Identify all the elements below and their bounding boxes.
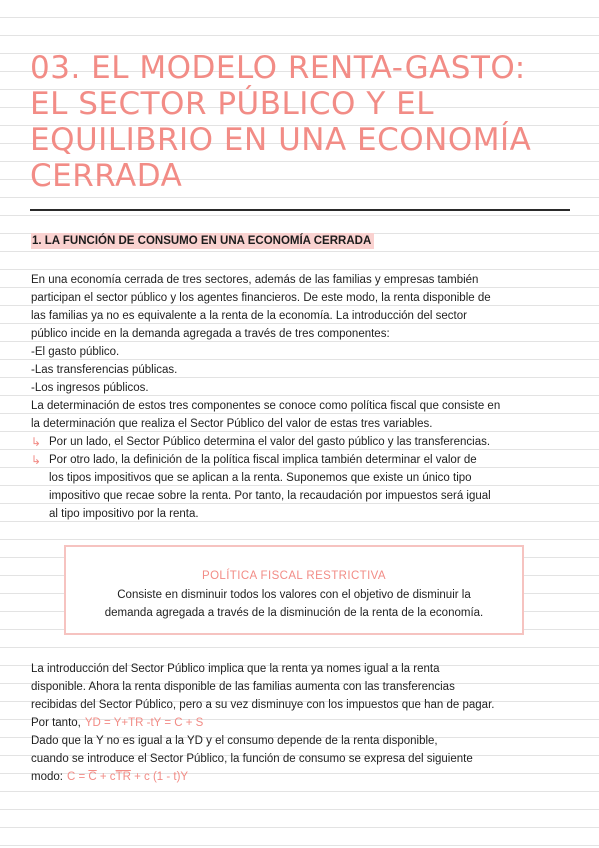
formula-part: $\overline{TR}$ <box>115 771 131 783</box>
body-line: impositivo que recae sobre la renta. Por tanto, la recaudación por impuestos será igual <box>49 490 491 502</box>
body-line: La determinación de estos tres componentes se conoce como política fiscal que consiste en <box>31 400 501 412</box>
body-line: cuando se introduce el Sector Público, la función de consumo se expresa del siguiente <box>31 753 473 765</box>
body-line: participan el sector público y los agentes financieros. De este modo, la renta disponible de <box>31 292 491 304</box>
formula-line <box>31 714 571 732</box>
arrow-return-icon: ↳ <box>31 435 42 449</box>
title-line: EQUILIBRIO EN UNA ECONOMÍA <box>30 122 532 158</box>
body-line: Por un lado, el Sector Público determina el valor del gasto público y las transferencias. <box>49 436 491 448</box>
body-line: los tipos impositivos que se aplican a la renta. Suponemos que existe un único tipo <box>49 472 472 484</box>
consumption-function-formula <box>63 771 188 783</box>
formula-part: C = <box>66 771 89 783</box>
title-line: CERRADA <box>30 158 183 194</box>
body-line: las familias ya no es equivalente a la renta de la economía. La introducción del sector <box>31 310 467 322</box>
body-line: recibidas del Sector Público, pero a su vez disminuye con los impuestos que han de pagar. <box>31 699 495 711</box>
body-line: al tipo impositivo por la renta. <box>49 508 199 520</box>
formula-line <box>31 768 571 786</box>
intro-section <box>31 271 571 523</box>
list-item: -El gasto público. <box>31 346 120 358</box>
disposable-income-formula: YD = Y+TR -tY = C + S <box>84 717 204 729</box>
title-line: 03. EL MODELO RENTA-GASTO: <box>30 50 526 86</box>
definition-line: Consiste en disminuir todos los valores con el objetivo de disminuir la <box>117 589 471 601</box>
body-line: disponible. Ahora la renta disponible de las familias aumenta con las transferencias <box>31 681 455 693</box>
final-section <box>31 660 571 786</box>
definition-box <box>64 545 524 635</box>
definition-body <box>74 586 514 622</box>
definition-line: demanda agregada a través de la disminución de la renta de la economía. <box>104 607 484 619</box>
formula-prefix: Por tanto, <box>31 717 81 729</box>
formula-part: $\overline{C}$ <box>88 771 97 783</box>
definition-title: POLÍTICA FISCAL RESTRICTIVA <box>202 570 386 582</box>
body-line: En una economía cerrada de tres sectores, además de las familias y empresas también <box>31 274 479 286</box>
document-title <box>30 50 590 194</box>
body-line: Dado que la Y no es igual a la YD y el consumo depende de la renta disponible, <box>31 735 438 747</box>
list-item: -Las transferencias públicas. <box>31 364 178 376</box>
formula-prefix: modo: <box>31 771 63 783</box>
formula-part: + c <box>96 771 116 783</box>
arrow-list-item <box>31 451 571 523</box>
body-line: Por otro lado, la definición de la política fiscal implica también determinar el valor de <box>49 454 477 466</box>
body-line: público incide en la demanda agregada a través de tres componentes: <box>31 328 390 340</box>
title-divider <box>30 209 570 211</box>
arrow-return-icon: ↳ <box>31 453 42 467</box>
arrow-list-item <box>31 433 571 451</box>
body-line: La introducción del Sector Público implica que la renta ya nomes igual a la renta <box>31 663 440 675</box>
formula-part: + c (1 - t)Y <box>130 771 189 783</box>
list-item: -Los ingresos públicos. <box>31 382 149 394</box>
section-heading: 1. LA FUNCIÓN DE CONSUMO EN UNA ECONOMÍA CERRADA <box>31 233 374 249</box>
title-line: EL SECTOR PÚBLICO Y EL <box>30 86 434 122</box>
body-line: la determinación que realiza el Sector Público del valor de estas tres variables. <box>31 418 433 430</box>
